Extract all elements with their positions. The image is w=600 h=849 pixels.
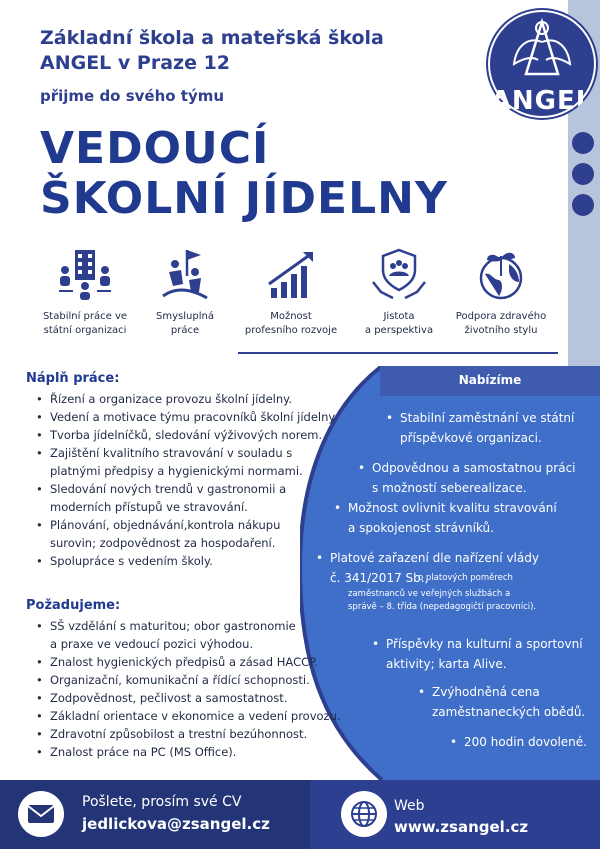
decorative-dots — [572, 132, 594, 225]
offer-item: • Platové zařazení dle nařízení vlády č. 341/2017 Sb., o platových poměrech zaměstnanců ve veřejných službách a správě – 8. třída (nepedagogičtí pracovníci). — [316, 548, 539, 614]
list-item: • Vedení a motivace týmu pracovníků školní jídelny. — [36, 408, 366, 426]
globe-icon — [341, 791, 387, 837]
offer-item: • Příspěvky na kulturní a sportovní aktivity; karta Alive. — [372, 634, 583, 674]
divider-line — [238, 352, 558, 354]
list-item: • Spolupráce s vedením školy. — [36, 552, 366, 570]
list-item: • Zdravotní způsobilost a trestní bezúhonnost. — [36, 725, 356, 743]
cv-label: Pošlete, prosím své CV — [82, 794, 242, 810]
duties-heading: Náplň práce: — [26, 371, 120, 386]
teamwork-flag-icon — [157, 246, 213, 302]
requirements-list — [36, 617, 356, 761]
offer-item: • Možnost ovlivnit kvalitu stravování a spokojenost strávníků. — [334, 498, 557, 538]
list-item: • Řízení a organizace provozu školní jídelny. — [36, 390, 366, 408]
list-item: • Sledování nových trendů v gastronomii a moderních přístupů ve stravování. — [36, 480, 366, 516]
office-building-team-icon — [57, 246, 113, 302]
growth-chart-icon — [263, 246, 319, 302]
dot-icon — [572, 132, 594, 154]
shield-hands-people-icon — [371, 246, 427, 302]
offer-heading: Nabízíme — [458, 373, 522, 387]
feature-security: Jistota a perspektiva — [344, 246, 454, 338]
web-link[interactable]: www.zsangel.cz — [394, 818, 529, 836]
logo-text: ANGEL — [490, 86, 594, 116]
list-item: • Znalost práce na PC (MS Office). — [36, 743, 356, 761]
globe-icon-circle[interactable] — [341, 791, 387, 837]
globe-plant-icon — [473, 246, 529, 302]
dot-icon — [572, 194, 594, 216]
dot-icon — [572, 163, 594, 185]
feature-meaningful-work: Smysluplná práce — [130, 246, 240, 338]
feature-professional-growth: Možnost profesního rozvoje — [236, 246, 346, 338]
web-label: Web — [394, 798, 425, 814]
list-item: • Základní orientace v ekonomice a vedení provozu. — [36, 707, 356, 725]
job-title: VEDOUCÍ ŠKOLNÍ JÍDELNY — [40, 123, 448, 224]
email-link[interactable]: jedlickova@zsangel.cz — [82, 815, 270, 833]
hires-text: přijme do svého týmu — [40, 87, 225, 105]
school-name: Základní škola a mateřská škola ANGEL v Praze 12 — [40, 27, 384, 74]
list-item: • Znalost hygienických předpisů a zásad HACCP. — [36, 653, 356, 671]
list-item: • Tvorba jídelníčků, sledování výživových norem. — [36, 426, 366, 444]
feature-healthy-lifestyle: Podpora zdravého životního stylu — [446, 246, 556, 338]
list-item: • Plánování, objednávání,kontrola nákupu surovin; zodpovědnost za hospodaření. — [36, 516, 366, 552]
mail-icon-circle[interactable] — [18, 791, 64, 837]
offer-item: • Odpovědnou a samostatnou práci s možností seberealizace. — [358, 458, 576, 498]
school-logo — [486, 8, 598, 120]
offer-item: • 200 hodin dovolené. — [450, 732, 587, 752]
list-item: • SŠ vzdělání s maturitou; obor gastronomie a praxe ve vedoucí pozici výhodou. — [36, 617, 356, 653]
offer-item: • Stabilní zaměstnání ve státní příspěvkové organizaci. — [386, 408, 574, 448]
offer-item: • Zvýhodněná cena zaměstnaneckých obědů. — [418, 682, 585, 722]
features-row — [30, 246, 560, 346]
list-item: • Organizační, komunikační a řídící schopnosti. — [36, 671, 356, 689]
requirements-heading: Požadujeme: — [26, 598, 121, 613]
mail-icon — [18, 791, 64, 837]
feature-stable-job: Stabilní práce ve státní organizaci — [30, 246, 140, 338]
list-item: • Zajištění kvalitního stravování v souladu s platnými předpisy a hygienickými normami. — [36, 444, 366, 480]
list-item: • Zodpovědnost, pečlivost a samostatnost. — [36, 689, 356, 707]
